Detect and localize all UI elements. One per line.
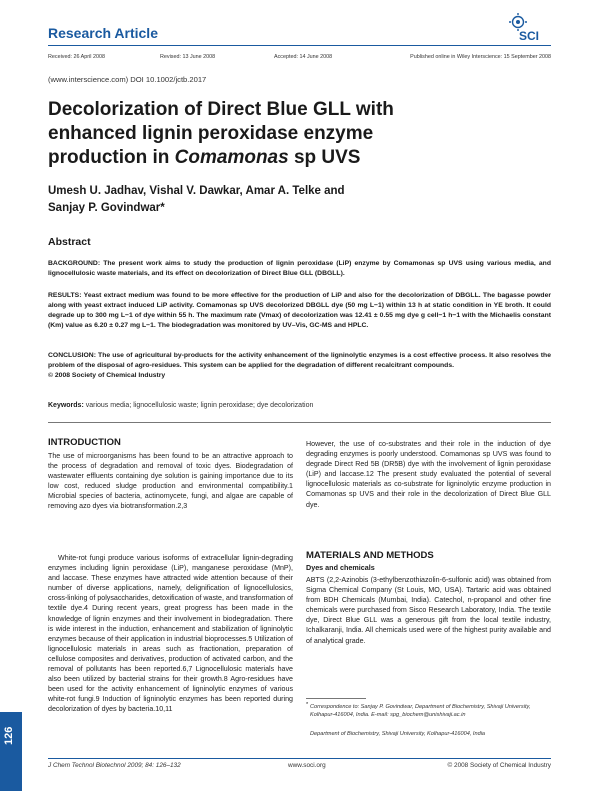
header-rule bbox=[48, 45, 551, 46]
methods-paragraph-1: ABTS (2,2-Azinobis (3-ethylbenzothiazolin-6-sulfonic acid) was obtained from Sigma Chemical Company (St Louis, MO, USA). Tartaric acid was obtained from BDH Chemicals (Mumbai, India). Catechol, n-propanol and other fine chemicals were purchased from Sisco Research Laboratory, India. The textile dye, Direct Blue GLL was a generous gift from the local textile industry, Ichalkaranji, India. All chemicals used were of the highest purity available and of analytical grade. bbox=[306, 576, 551, 645]
title-line-3-italic: Comamonas bbox=[174, 147, 289, 168]
footer-rule bbox=[48, 758, 551, 759]
page-number-tab bbox=[0, 712, 22, 791]
methods-heading: MATERIALS AND METHODS bbox=[306, 550, 434, 561]
introduction-paragraph-1: The use of microorganisms has been found to be an attractive approach to the process of degradation and removal of toxic dyes. Biodegradation of wastewater effluents containing dye solution is gaining importance due to its low cost, reduced sludge production and environmental compatibility.1 Microbial species of bacteria, actinomycete, fungi, and algae are capable of removing azo dyes via biotransformation.2,3 bbox=[48, 452, 293, 511]
title-line-3-prefix: production in bbox=[48, 147, 175, 168]
title-line-1: Decolorization of Direct Blue GLL with bbox=[48, 99, 394, 120]
affiliation-note: Department of Biochemistry, Shivaji University, Kolhapur-416004, India bbox=[310, 731, 486, 737]
abstract-copyright: © 2008 Society of Chemical Industry bbox=[48, 372, 166, 379]
author-list bbox=[48, 183, 518, 217]
article-title bbox=[48, 98, 538, 170]
sci-logo-text: SCI bbox=[519, 29, 540, 42]
abstract-conclusion-block bbox=[48, 351, 551, 381]
published-date: Published online in Wiley Interscience: 15 September 2008 bbox=[410, 54, 551, 60]
introduction-paragraph-2: White-rot fungi produce various isoforms of extracellular lignin-degrading enzymes including lignin peroxidase (LiP), manganese peroxidase (MnP), and laccase. These enzymes have attracted wide attention because of their number of diverse applications, namely, delignification of lignocellulosics, cross-linking of polysaccharides, detoxification of waste, and transformation of textile dye.4 During recent years, great progress has been made in the knowledge of lignin enzymes and their involvement in biodegradation. There is wide interest in the induction, enhancement and stabilization of ligninolytic enzymes because of their application in industrial bioprocesses.5 Utilization of lignocellulosic materials in areas such as fractionation, preparation of cellulose composites and derivatives, production of activated carbon, and the removal of pollutants has been reported.6,7 Lignocellulosic materials have also been utilized by bacterial strains for their growth.8 Agro-residues have been used for the activity enhancement of ligninolytic enzymes of various white-rot fungi.9 Induction of ligninolytic enzymes has been reported during decolorization of dyes by bacteria.10,11 bbox=[48, 554, 293, 714]
received-date: Received: 26 April 2008 bbox=[48, 54, 105, 60]
keywords-label: Keywords: bbox=[48, 402, 84, 409]
title-line-3-suffix: sp UVS bbox=[288, 147, 361, 168]
accepted-date: Accepted: 14 June 2008 bbox=[274, 54, 333, 60]
footer-copyright: © 2008 Society of Chemical Industry bbox=[447, 762, 551, 769]
title-line-2: enhanced lignin peroxidase enzyme bbox=[48, 123, 374, 144]
authors-line-2: Sanjay P. Govindwar* bbox=[48, 202, 165, 214]
footer-website-link[interactable]: www.soci.org bbox=[288, 762, 326, 769]
keywords-rule bbox=[48, 422, 551, 423]
keywords-text: various media; lignocellulosic waste; lignin peroxidase; dye decolorization bbox=[83, 402, 314, 409]
page-number: 126 bbox=[3, 726, 15, 745]
keywords bbox=[48, 402, 551, 409]
sci-logo bbox=[506, 12, 554, 42]
abstract-results: RESULTS: Yeast extract medium was found to be more effective for the production of LiP and also for the decolorization of DBGLL. The bagasse powder along with yeast extract induced LiP activity. Comamonas sp UVS decolorized DBGLL dye (50 mg L−1) within 13 h at static condition in YE broth. It could degrade up to 300 mg L−1 of dye within 55 h. The maximum rate (Vmax) of decolorization was 12.41 ± 0.55 mg dye g cell−1 h−1 with the Michaelis constant (Km) value as 6.20 ± 0.27 mg L−1. The biodegradation was monitored by UV–Vis, GC-MS and HPLC. bbox=[48, 292, 551, 329]
footnote-marker: * bbox=[306, 702, 309, 708]
correspondence-note: Correspondence to: Sanjay P. Govindwar, Department of Biochemistry, Shivaji University, Kolhapur-416004, India. E-mail: spg_biochem@unishivaji.ac.in bbox=[310, 704, 531, 718]
revised-date: Revised: 13 June 2008 bbox=[160, 54, 216, 60]
dyes-chemicals-subheading: Dyes and chemicals bbox=[306, 563, 375, 572]
abstract-heading: Abstract bbox=[48, 236, 91, 248]
section-label: Research Article bbox=[48, 25, 158, 41]
footer-journal: J Chem Technol Biotechnol 2009; 84: 126–132 bbox=[48, 762, 181, 769]
introduction-paragraph-3: However, the use of co-substrates and their role in the induction of dye degrading enzymes is poorly understood. Comamonas sp UVS was found to degrade Direct Red 5B (DR5B) dye with the involvement of lignin peroxidase (LiP) and laccase.12 The present study evaluated the potential of several lignocellulosic materials as co-substrate for ligninolytic enzyme production in Comamonas sp UVS and their role in the decolorization of Direct Blue GLL dye. bbox=[306, 440, 551, 509]
abstract-conclusion: CONCLUSION: The use of agricultural by-products for the activity enhancement of the ligninolytic enzymes is a cost effective process. It also resolves the problem of the disposal of agro-residues. This system can be applied for the degradation of different recalcitrant compounds. bbox=[48, 352, 551, 369]
introduction-heading: INTRODUCTION bbox=[48, 437, 121, 448]
doi-link[interactable]: (www.interscience.com) DOI 10.1002/jctb.2017 bbox=[48, 75, 207, 84]
authors-line-1: Umesh U. Jadhav, Vishal V. Dawkar, Amar A. Telke and bbox=[48, 185, 345, 197]
footnote-rule bbox=[306, 698, 366, 699]
abstract-background: BACKGROUND: The present work aims to study the production of lignin peroxidase (LiP) enzyme by Comamonas sp UVS using various media, and lignocellulosic waste materials, and its effect on decolorization of Direct Blue GLL (DBGLL). bbox=[48, 260, 551, 277]
